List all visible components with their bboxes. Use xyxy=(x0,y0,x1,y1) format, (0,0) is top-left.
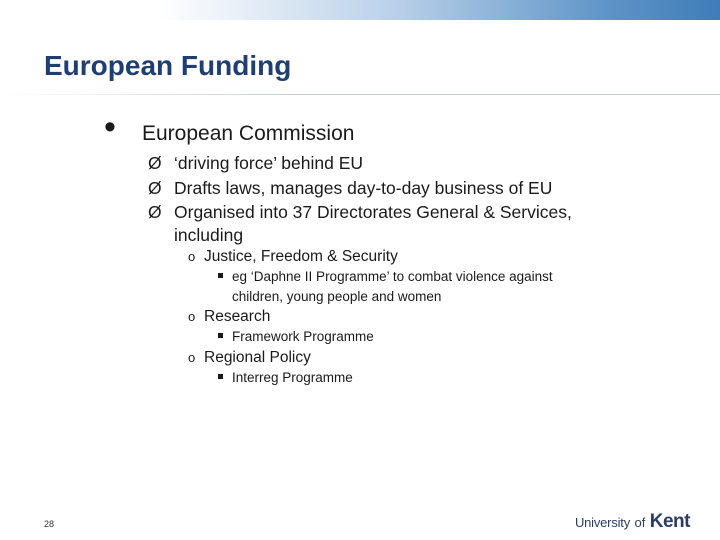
list-item-text: Organised into 37 Directorates General & Services, xyxy=(174,202,572,222)
circle-bullet-icon: o xyxy=(188,249,196,264)
sub-item xyxy=(188,307,270,327)
detail-item-text: Interreg Programme xyxy=(232,370,353,385)
arrow-bullet-icon: Ø xyxy=(148,202,162,222)
detail-item-text: Framework Programme xyxy=(232,329,374,344)
sub-item-text: Regional Policy xyxy=(204,349,311,366)
list-item-continuation: including xyxy=(174,225,244,245)
detail-item-continuation: children, young people and women xyxy=(232,289,442,304)
detail-item xyxy=(218,328,374,346)
list-item-text: Drafts laws, manages day-to-day business of EU xyxy=(174,178,553,198)
list-item xyxy=(148,201,572,223)
slide-title: European Funding xyxy=(44,50,292,81)
list-item xyxy=(148,152,363,174)
sub-item xyxy=(188,247,398,267)
circle-bullet-icon: o xyxy=(188,309,196,324)
detail-item xyxy=(218,369,353,387)
list-item-text: ‘driving force’ behind EU xyxy=(174,153,364,173)
sub-item-text: Research xyxy=(204,308,271,325)
page-number: 28 xyxy=(44,519,55,529)
arrow-bullet-icon: Ø xyxy=(148,153,162,173)
arrow-bullet-icon: Ø xyxy=(148,178,162,198)
circle-bullet-icon: o xyxy=(188,350,196,365)
detail-item xyxy=(218,268,553,286)
bullet-icon: • xyxy=(104,108,116,146)
sub-item-text: Justice, Freedom & Security xyxy=(204,248,398,265)
sub-item xyxy=(188,348,311,368)
level1-item: European Commission xyxy=(142,122,355,145)
title-divider xyxy=(0,94,720,95)
university-logo: University of Kent xyxy=(574,511,690,532)
square-bullet-icon xyxy=(218,273,223,278)
header-gradient-bar xyxy=(0,0,720,20)
square-bullet-icon xyxy=(218,333,223,338)
square-bullet-icon xyxy=(218,374,223,379)
detail-item-text: eg ‘Daphne II Programme’ to combat violence against xyxy=(232,269,553,284)
list-item xyxy=(148,177,552,199)
